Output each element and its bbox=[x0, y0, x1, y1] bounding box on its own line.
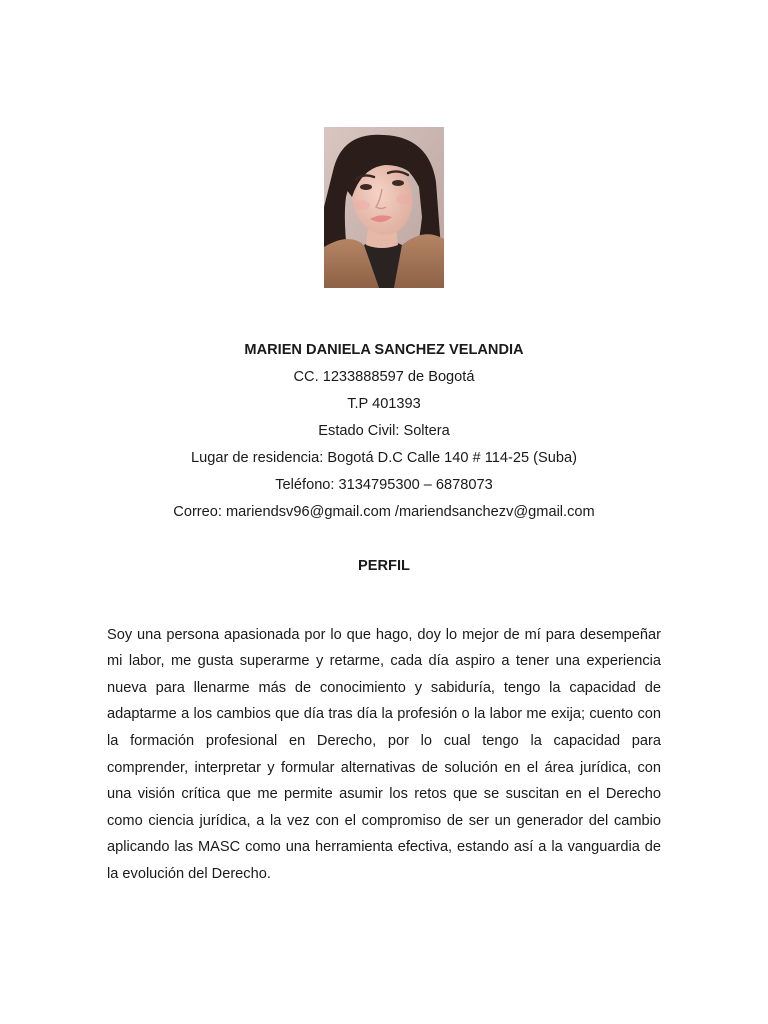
full-name: MARIEN DANIELA SANCHEZ VELANDIA bbox=[244, 342, 524, 358]
id-document: CC. 1233888597 de Bogotá bbox=[293, 369, 475, 385]
profile-photo-illustration bbox=[324, 127, 444, 288]
profile-heading: PERFIL bbox=[358, 558, 410, 574]
residence-address: Lugar de residencia: Bogotá D.C Calle 140 # 114-25 (Suba) bbox=[191, 450, 577, 466]
professional-card: T.P 401393 bbox=[347, 396, 421, 412]
phone-numbers: Teléfono: 3134795300 – 6878073 bbox=[275, 477, 493, 493]
civil-status: Estado Civil: Soltera bbox=[318, 423, 450, 439]
contact-header bbox=[0, 337, 768, 526]
profile-paragraph: Soy una persona apasionada por lo que hago, doy lo mejor de mí para desempeñar mi labor, me gusta superarme y retarme, cada día aspiro a tener una experiencia nueva para llenarme más de conocimiento y sabiduría, tengo la capacidad de adaptarme a los cambios que día tras día la profesión o la labor me exija; cuento con la formación profesional en Derecho, por lo cual tengo la capacidad para comprender, interpretar y formular alternativas de solución en el área jurídica, con una visión crítica que me permite asumir los retos que se suscitan en el Derecho como ciencia jurídica, a la vez con el compromiso de ser un generador del cambio aplicando las MASC como una herramienta efectiva, estando así a la vanguardia de la evolución del Derecho. bbox=[107, 626, 661, 882]
email-addresses: Correo: mariendsv96@gmail.com /mariendsanchezv@gmail.com bbox=[173, 504, 595, 520]
profile-photo bbox=[324, 127, 444, 288]
